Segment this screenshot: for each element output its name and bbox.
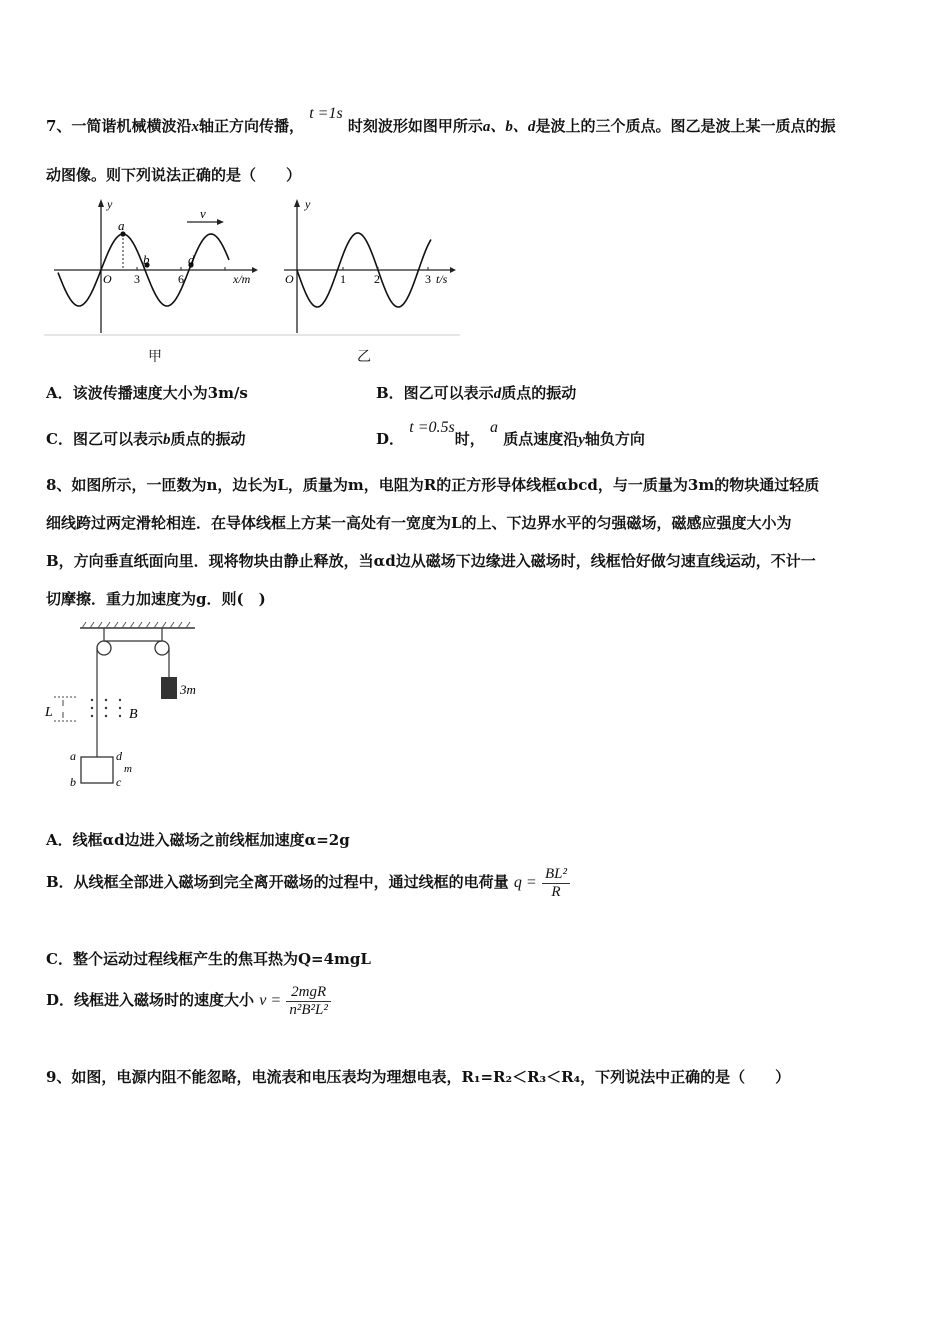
q8-option-b-numerator: BL² (542, 866, 570, 884)
q7-stem-line2: 动图像。则下列说法正确的是（ ） (46, 166, 302, 184)
q8-option-d[interactable] (46, 984, 331, 1018)
q7-time-equation: t =1s (309, 105, 343, 122)
q8-option-b-denominator: R (551, 883, 561, 900)
figure-caption-yi: 乙 (357, 349, 371, 365)
yi-x-label: t/s (436, 272, 448, 286)
pulley-left (97, 641, 111, 655)
coil-b-label: b (70, 775, 76, 789)
jia-d-label: d (188, 252, 195, 267)
q7-option-c-text: 质点的振动 (170, 430, 246, 448)
q7-option-c-text: C．图乙可以表示 (46, 430, 163, 448)
q7-stem-part: 轴正方向传播， (198, 117, 304, 135)
q8-stem-line2: 细线跨过两定滑轮相连．在导体线框上方某一高处有一宽度为L的上、下边界水平的匀强磁场，磁感应强度大小为 (46, 514, 792, 532)
q7-option-b-text: 质点的振动 (501, 384, 577, 402)
q8-option-b-lhs: q = (513, 874, 537, 891)
q7-option-b-text: B．图乙可以表示 (376, 384, 494, 402)
q8-figure (40, 620, 220, 792)
coil-d-label: d (116, 749, 122, 763)
q8-option-d-text: D．线框进入磁场时的速度大小 (46, 991, 255, 1009)
q8-option-d-numerator: 2mgR (286, 984, 331, 1002)
q7-option-b-var: d (493, 386, 502, 402)
q8-option-d-fraction (286, 984, 331, 1018)
q8-option-c[interactable]: C．整个运动过程线框产生的焦耳热为Q=4mgL (46, 950, 371, 968)
q7-option-d-text: 时， (454, 430, 485, 448)
q8-option-d-denominator: n²B²L² (289, 1001, 328, 1018)
q8-stem-line4: 切摩擦．重力加速度为g．则( ) (46, 590, 266, 608)
q7-option-d-text: 质点速度沿 (503, 430, 579, 448)
q7-option-c[interactable] (46, 428, 245, 449)
q7-x-var: x (191, 119, 199, 135)
q7-option-d-text: D． (376, 430, 405, 448)
coil-a-label: a (70, 749, 76, 763)
jia-y-label: y (107, 197, 113, 211)
yi-tick-1: 1 (340, 272, 346, 286)
q7-stem-part: 时刻波形如图甲所示 (347, 117, 483, 135)
jia-v-label: v (200, 206, 206, 221)
jia-b-label: b (143, 252, 150, 267)
yi-y-label: y (305, 197, 311, 211)
q7-option-c-var: b (162, 432, 171, 448)
yi-origin-label: O (285, 272, 294, 286)
coil-m-label: m (124, 763, 132, 775)
q8-stem-line1: 8、如图所示，一匝数为n，边长为L，质量为m，电阻为R的正方形导体线框αbcd，与一质量为3m的物块通过轻质 (46, 476, 820, 494)
jia-x-label: x/m (233, 272, 251, 286)
q7-option-d[interactable] (376, 419, 645, 449)
jia-origin-label: O (103, 272, 112, 286)
q7-option-a[interactable]: A．该波传播速度大小为3m/s (46, 384, 248, 402)
q7-option-d-time: t =0.5s (409, 419, 455, 436)
q9-stem: 9、如图，电源内阻不能忽略，电流表和电压表均为理想电表，R₁=R₂＜R₃＜R₄，下列说法中正确的是（ ） (46, 1068, 791, 1086)
block-3m (161, 677, 177, 699)
q8-option-b-fraction (542, 866, 570, 900)
q8-option-b[interactable] (46, 866, 570, 900)
q7-stem-part: 7、一简谐机械横波沿 (46, 117, 192, 135)
field-b-label: B (129, 707, 138, 722)
q7-points-abd: a、b、d (482, 119, 536, 135)
q7-option-d-var: a (489, 419, 498, 436)
q8-option-a[interactable]: A．线框αd边进入磁场之前线框加速度α=2g (46, 831, 350, 849)
jia-tick-6: 6 (178, 272, 184, 286)
field-width-label: L (45, 705, 53, 720)
yi-tick-2: 2 (374, 272, 380, 286)
q7-stem-part: 是波上的三个质点。图乙是波上某一质点的振 (535, 117, 836, 135)
q7-stem-line1 (46, 105, 836, 136)
q7-option-d-y: y (578, 432, 585, 448)
square-coil (81, 757, 113, 783)
coil-c-label: c (116, 775, 122, 789)
pulley-right (155, 641, 169, 655)
figure-caption-jia: 甲 (148, 349, 162, 365)
q7-option-d-text: 轴负方向 (584, 430, 645, 448)
q8-option-b-text: B．从线框全部进入磁场到完全离开磁场的过程中，通过线框的电荷量 (46, 873, 509, 891)
jia-a-label: a (118, 218, 125, 233)
q7-option-b[interactable] (376, 382, 576, 403)
yi-tick-3: 3 (425, 272, 431, 286)
block-3m-label: 3m (180, 682, 196, 697)
q8-stem-line3: B，方向垂直纸面向里．现将物块由静止释放，当αd边从磁场下边缘进入磁场时，线框恰好做匀速直线运动，不计一 (46, 552, 816, 570)
jia-tick-3: 3 (134, 272, 140, 286)
q7-figure (44, 195, 464, 340)
q8-option-d-lhs: v = (259, 992, 282, 1009)
